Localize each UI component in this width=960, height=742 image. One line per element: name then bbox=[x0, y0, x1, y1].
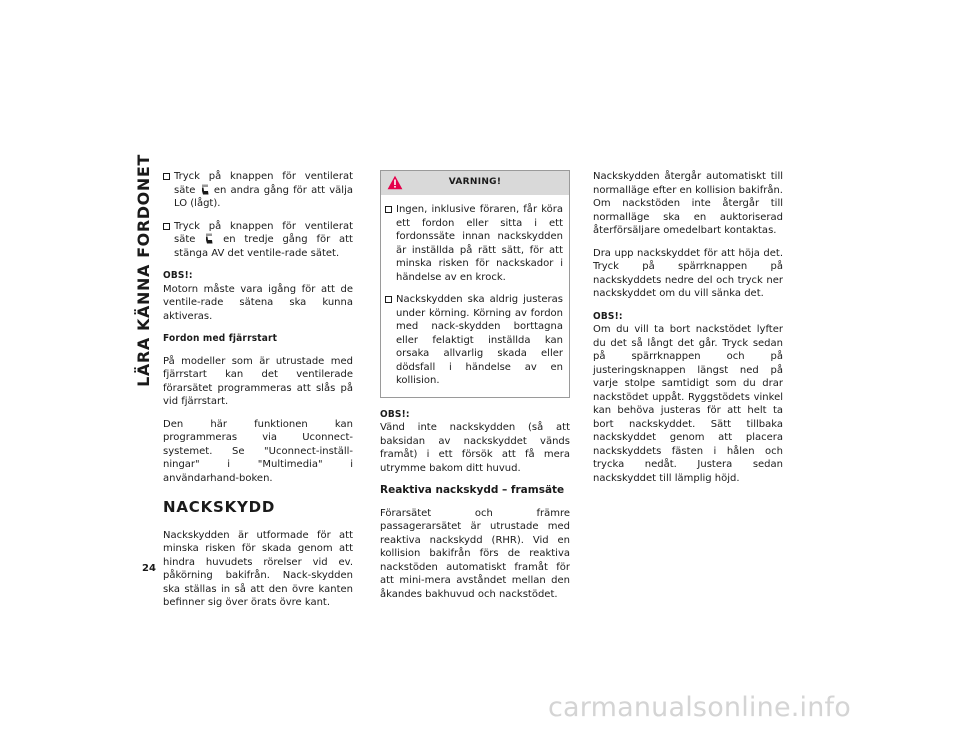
watermark: carmanualsonline.info bbox=[548, 692, 851, 723]
note-label: OBS!: bbox=[163, 270, 193, 281]
list-item: Ingen, inklusive föraren, får köra ett fordon eller sitta i ett fordonssäte innan nackskydden är inställda på rätt sätt, för att minska risken för nackskador i händelse av en krock. bbox=[385, 203, 563, 284]
paragraph: På modeller som är utrustade med fjärrstart kan det ventilerade förarsätet programmeras att slås på vid fjärrstart. bbox=[163, 355, 353, 407]
section-heading: NACKSKYDD bbox=[163, 498, 276, 516]
ventilated-seat-icon bbox=[200, 184, 210, 195]
note-label: OBS!: bbox=[593, 310, 623, 322]
note bbox=[380, 408, 570, 476]
paragraph: Förarsätet och främre passagerarsätet är utrustade med reaktiva nackskydd (RHR). Vid en kollision bakifrån förs de reaktiva nackstöden automatiskt framåt för att mini-mera avståndet mellan den åkandes bakhuvud och nackstödet. bbox=[380, 507, 570, 600]
note bbox=[593, 310, 783, 486]
paragraph: Nackskydden återgår automatiskt till normalläge efter en kollision bakifrån. Om nackstöden inte återgår till normalläge ska en auktoriserad återförsäljare omedelbart kontaktas. bbox=[593, 171, 783, 236]
chapter-title: LÄRA KÄNNA FORDONET bbox=[133, 153, 153, 387]
bullet-list bbox=[163, 170, 353, 260]
subsection-heading: Reaktiva nackskydd – framsäte bbox=[380, 484, 565, 496]
warning-triangle-icon bbox=[387, 175, 403, 190]
warning-header bbox=[381, 171, 569, 195]
note-text: Motorn måste vara igång för att de ventile-rade sätena ska kunna aktiveras. bbox=[163, 283, 353, 322]
list-item: Nackskydden ska aldrig justeras under körning. Körning av fordon med nack-skydden borttagna eller felaktigt inställda kan orsaka allvarlig skada eller dödsfall i händelse av en kollision. bbox=[385, 293, 563, 388]
list-item: Tryck på knappen för ventilerat säte en tredje gång för att stänga AV det ventile-rade sätet. bbox=[163, 220, 353, 261]
note-label: OBS!: bbox=[380, 408, 410, 420]
column-2 bbox=[380, 170, 570, 610]
warning-box bbox=[380, 170, 570, 398]
paragraph: Dra upp nackskyddet för att höja det. Tryck på spärrknappen på nackskyddets nedre del och tryck ner nackskyddet om du vill sänka det. bbox=[593, 247, 783, 299]
square-bullet-icon bbox=[163, 173, 170, 180]
note-text: Om du vill ta bort nackstödet lyfter du det så långt det går. Tryck sedan på spärrknappen och på justeringsknappen längst ned på varje stolpe samtidigt som du drar nackstödet uppåt. Ryggstödets vinkel kan behöva justeras för att helt ta bort nackskyddet. Sätt tillbaka nackskyddet genom att placera nackskyddets fästen i hålen och trycka nedåt. Justera sedan nackskyddet till lämplig höjd. bbox=[593, 324, 783, 484]
paragraph: Nackskydden är utformade för att minska risken för skada genom att hindra huvudets rörelser vid ev. påkörning bakifrån. Nack-skydden ska ställas in så att den övre kanten befinner sig över örats övre kant. bbox=[163, 529, 353, 608]
column-1 bbox=[163, 170, 353, 619]
chapter-side-tab bbox=[128, 153, 158, 387]
column-3 bbox=[593, 170, 783, 494]
ventilated-seat-icon bbox=[204, 233, 214, 244]
remote-start-heading: Fordon med fjärrstart bbox=[163, 333, 278, 344]
paragraph: Den här funktionen kan programmeras via Uconnect-systemet. Se "Uconnect-inställ-ningar" i "Multimedia" i användarhand-boken. bbox=[163, 418, 353, 484]
list-item: Tryck på knappen för ventilerat säte en andra gång för att välja LO (lågt). bbox=[163, 170, 353, 211]
note-text: Vänd inte nackskydden (så att baksidan av nackskyddet vänds framåt) i ett försök att få mera utrymme bakom ditt huvud. bbox=[380, 422, 570, 474]
page-number: 24 bbox=[142, 563, 156, 574]
warning-list bbox=[381, 195, 569, 388]
warning-title: VARNING! bbox=[448, 177, 502, 188]
square-bullet-icon bbox=[385, 206, 392, 213]
note bbox=[163, 269, 353, 323]
square-bullet-icon bbox=[163, 223, 170, 230]
square-bullet-icon bbox=[385, 296, 392, 303]
